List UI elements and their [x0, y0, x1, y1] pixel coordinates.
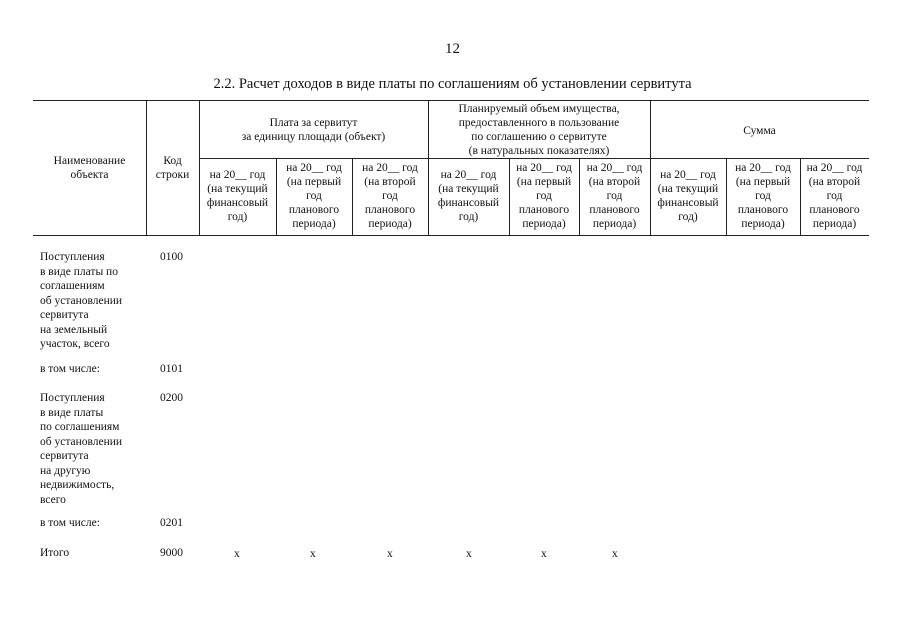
subheader-second-plan-year: на 20__ год (на второй год планового периода) — [806, 162, 863, 230]
total-x-mark: x — [310, 548, 316, 560]
subheader-second-plan-year: на 20__ год (на второй год планового периода) — [362, 162, 418, 230]
row-label-including: в том числе: — [40, 517, 100, 529]
row-code: 0101 — [160, 363, 183, 375]
header-group-planned-volume: Планируемый объем имущества, предоставленного в пользование по соглашению о сервитуте (в натуральных показателях) — [458, 103, 620, 157]
total-x-mark: x — [541, 548, 547, 560]
header-group-sum: Сумма — [743, 125, 776, 137]
row-label-other-property: Поступления в виде платы по соглашениям об установлении сервитута на другую недвижимость, всего — [40, 392, 123, 506]
table-header-bottom-rule — [33, 235, 869, 236]
total-x-mark: x — [466, 548, 472, 560]
subheader-second-plan-year: на 20__ год (на второй год планового периода) — [586, 162, 643, 230]
page-number: 12 — [445, 41, 460, 57]
group-header-rule — [199, 158, 869, 159]
subheader-first-plan-year: на 20__ год (на первый год планового периода) — [735, 162, 791, 230]
row-code: 9000 — [160, 547, 183, 559]
table-top-rule — [33, 100, 869, 101]
row-label-including: в том числе: — [40, 363, 100, 375]
subheader-first-plan-year: на 20__ год (на первый год планового периода) — [516, 162, 572, 230]
subheader-current-year: на 20__ год (на текущий финансовый год) — [206, 169, 269, 223]
total-x-mark: x — [234, 548, 240, 560]
row-label-land-plot: Поступления в виде платы по соглашениям об установлении сервитута на земельный участок, всего — [40, 251, 123, 350]
row-code: 0200 — [160, 392, 183, 404]
header-object-name: Наименование объекта — [53, 155, 126, 181]
row-label-total: Итого — [40, 547, 70, 559]
row-code: 0201 — [160, 517, 183, 529]
subheader-current-year: на 20__ год (на текущий финансовый год) — [437, 169, 500, 223]
header-group-fee-per-unit: Плата за сервитут за единицу площади (объект) — [241, 117, 386, 143]
row-code: 0100 — [160, 251, 183, 263]
header-row-code: Код строки — [155, 155, 190, 181]
subheader-first-plan-year: на 20__ год (на первый год планового периода) — [286, 162, 342, 230]
total-x-mark: x — [387, 548, 393, 560]
total-x-mark: x — [612, 548, 618, 560]
subheader-current-year: на 20__ год (на текущий финансовый год) — [657, 169, 719, 223]
document-title: 2.2. Расчет доходов в виде платы по соглашениям об установлении сервитута — [213, 76, 692, 92]
